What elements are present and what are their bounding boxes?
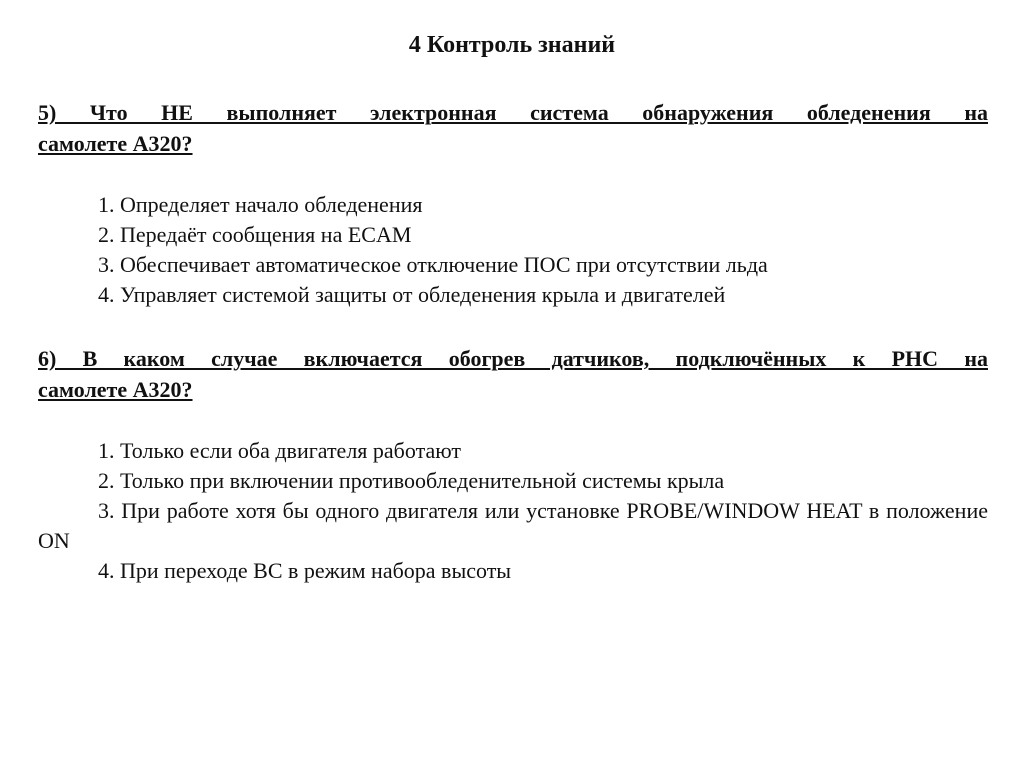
question-heading	[38, 343, 988, 405]
answer-options	[38, 190, 988, 310]
answer-option: 1. Определяет начало обледенения	[98, 192, 423, 217]
question-6	[38, 343, 988, 586]
question-5	[38, 97, 988, 310]
answer-option: 3. Обеспечивает автоматическое отключение ПОС при отсутствии льда	[98, 252, 768, 277]
answer-option: 3. При работе хотя бы одного двигателя или установке PROBE/WINDOW HEAT в положение ON	[38, 498, 988, 553]
question-heading	[38, 97, 988, 159]
question-heading-line: самолете А320?	[38, 377, 193, 402]
question-heading-line: самолете А320?	[38, 131, 193, 156]
answer-option: 2. Только при включении противообледенительной системы крыла	[98, 468, 725, 493]
answer-options	[38, 436, 988, 586]
question-heading-line: 5) Что НЕ выполняет электронная система обнаружения обледенения на	[38, 100, 988, 125]
answer-option: 4. Управляет системой защиты от обледенения крыла и двигателей	[98, 282, 726, 307]
answer-option: 2. Передаёт сообщения на ECAM	[98, 222, 412, 247]
question-heading-line: 6) В каком случае включается обогрев датчиков, подключённых к РНС на	[38, 346, 988, 371]
answer-option: 1. Только если оба двигателя работают	[98, 438, 461, 463]
page-title: 4 Контроль знаний	[408, 32, 616, 58]
answer-option: 4. При переходе ВС в режим набора высоты	[98, 558, 512, 583]
